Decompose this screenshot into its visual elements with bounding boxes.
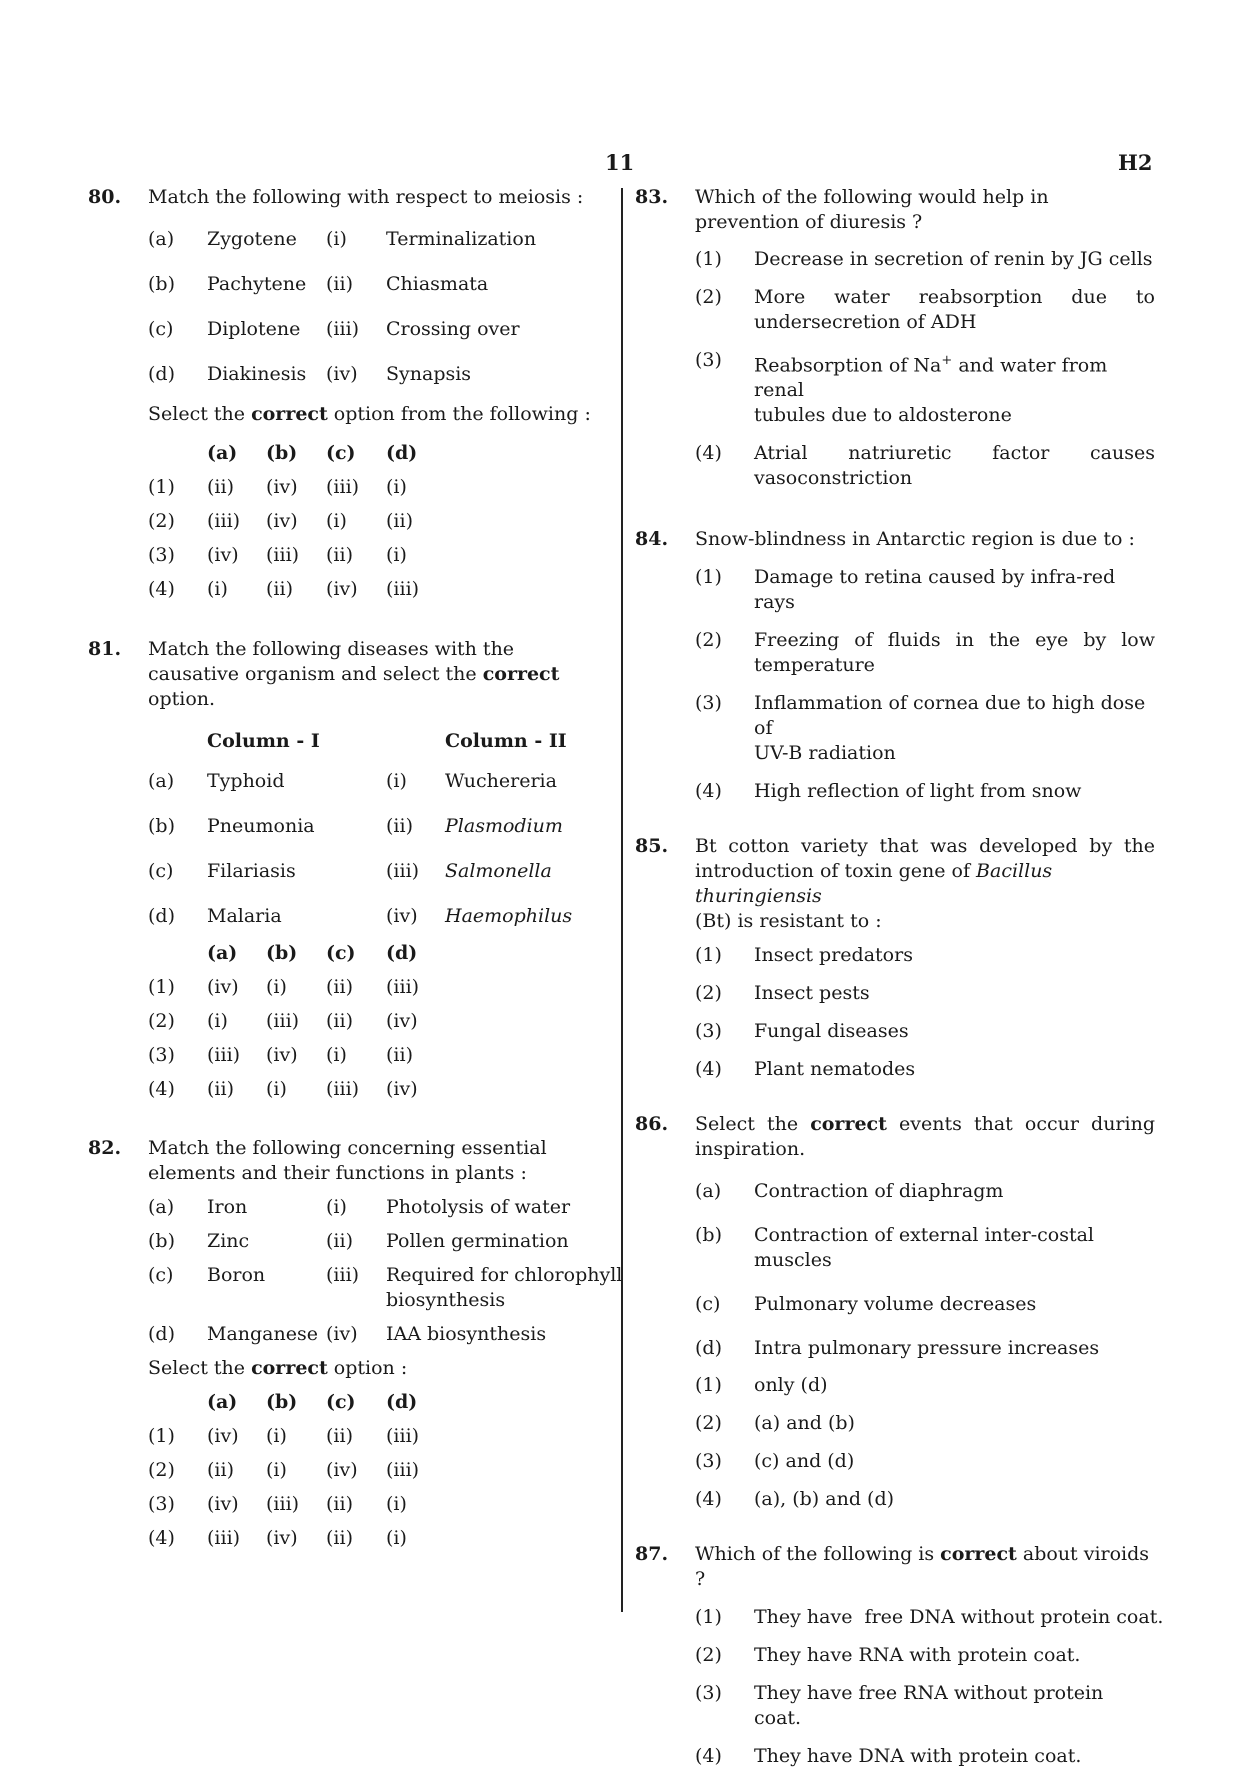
row-roman: (ii) xyxy=(386,815,413,837)
option-text: Plant nematodes xyxy=(754,1058,916,1081)
instruction-text: option : xyxy=(327,1357,408,1379)
option-text: Freezing of fluids in the eye by low xyxy=(754,629,1155,652)
species-name: Bacillus thuringiensis xyxy=(695,860,1053,908)
row-roman: (iii) xyxy=(386,860,420,882)
option-text: Atrial natriuretic factor causes xyxy=(754,442,1155,465)
option-d: (i) xyxy=(386,1493,407,1515)
instruction-text: Select the xyxy=(148,1357,252,1379)
question-number: 87. xyxy=(635,1543,669,1566)
option-b: (i) xyxy=(266,1078,287,1100)
row-roman: (ii) xyxy=(326,273,353,295)
option-d: (iii) xyxy=(386,578,420,600)
option-c: (iv) xyxy=(326,578,358,600)
option-number: (3) xyxy=(148,1493,175,1515)
option-number: (1) xyxy=(695,944,722,967)
column-1-item: Pachytene xyxy=(207,273,307,295)
option-c: (ii) xyxy=(326,1010,353,1032)
statement-label: (b) xyxy=(695,1224,722,1247)
answer-option[interactable] xyxy=(88,475,610,500)
answer-option[interactable] xyxy=(88,1077,610,1102)
option-header-row xyxy=(88,441,610,466)
option-b: (iv) xyxy=(266,1527,298,1549)
question-emphasis: correct xyxy=(810,1113,887,1136)
option-a: (iv) xyxy=(207,1493,239,1515)
question-86 xyxy=(635,1112,1155,1512)
organism: Wuchereria xyxy=(445,770,557,792)
page-number: 11 xyxy=(605,150,635,175)
question-text-part: events that occur during xyxy=(886,1113,1155,1136)
match-row xyxy=(88,362,610,387)
option-number: (4) xyxy=(695,1745,722,1768)
answer-option[interactable] xyxy=(695,1057,1155,1082)
match-row xyxy=(88,904,610,929)
question-text xyxy=(695,834,1155,934)
option-d: (iii) xyxy=(386,976,420,998)
option-number: (4) xyxy=(695,1058,722,1081)
element: Zinc xyxy=(207,1230,250,1252)
select-instruction xyxy=(88,402,610,427)
option-d: (iii) xyxy=(386,1459,420,1481)
column-2-item: Terminalization xyxy=(386,228,537,250)
answer-option[interactable] xyxy=(695,1605,1164,1630)
option-b: (iii) xyxy=(266,1493,300,1515)
option-text: They have free DNA without protein coat. xyxy=(754,1606,1164,1629)
answer-option[interactable] xyxy=(88,1043,610,1068)
statement-label: (c) xyxy=(695,1293,721,1316)
match-row xyxy=(88,317,610,342)
option-number: (2) xyxy=(695,1412,722,1435)
statement xyxy=(695,1223,1155,1273)
option-a: (i) xyxy=(207,578,228,600)
question-text: Snow-blindness in Antarctic region is due to : xyxy=(695,528,1135,551)
question-number: 82. xyxy=(88,1137,122,1159)
statement-text: Contraction of external inter-costal muscles xyxy=(754,1224,1095,1272)
option-text: Reabsorption of Na xyxy=(754,354,942,377)
option-d: (ii) xyxy=(386,1044,413,1066)
question-82 xyxy=(88,1136,623,1551)
match-row-continuation xyxy=(88,1288,610,1313)
option-number: (2) xyxy=(695,1644,722,1667)
row-label: (b) xyxy=(148,815,175,837)
header-b: (b) xyxy=(266,442,298,464)
option-b: (i) xyxy=(266,976,287,998)
answer-option[interactable] xyxy=(695,1449,1155,1474)
option-d: (i) xyxy=(386,544,407,566)
column-1-item: Diplotene xyxy=(207,318,301,340)
function: Pollen germination xyxy=(386,1230,569,1252)
question-number: 83. xyxy=(635,186,669,208)
option-d: (iv) xyxy=(386,1078,418,1100)
column-divider xyxy=(621,188,623,1612)
option-number: (4) xyxy=(148,1527,175,1549)
option-number: (3) xyxy=(148,1044,175,1066)
option-number: (2) xyxy=(148,1010,175,1032)
function: IAA biosynthesis xyxy=(386,1323,547,1345)
booklet-code: H2 xyxy=(1118,150,1153,175)
header-a: (a) xyxy=(207,1391,238,1413)
superscript-charge: + xyxy=(941,353,953,368)
question-number: 80. xyxy=(88,186,122,208)
answer-option[interactable] xyxy=(695,981,1155,1006)
row-roman: (iv) xyxy=(326,1323,358,1345)
select-instruction xyxy=(88,1356,610,1381)
element: Manganese xyxy=(207,1323,318,1345)
question-text xyxy=(148,637,610,712)
question-text: Match the following with respect to meiosis : xyxy=(148,186,584,208)
question-80 xyxy=(88,185,610,602)
option-c: (i) xyxy=(326,510,347,532)
option-text: Insect pests xyxy=(754,982,870,1005)
match-row xyxy=(88,272,610,297)
match-row xyxy=(88,1263,623,1288)
option-c: (ii) xyxy=(326,1425,353,1447)
question-number: 81. xyxy=(88,638,122,660)
element: Iron xyxy=(207,1196,248,1218)
option-a: (iv) xyxy=(207,544,239,566)
row-label: (c) xyxy=(148,318,174,340)
option-text: (a), (b) and (d) xyxy=(754,1488,895,1511)
header-d: (d) xyxy=(386,942,418,964)
question-87 xyxy=(635,1542,1164,1769)
answer-option[interactable] xyxy=(88,577,610,602)
option-d: (i) xyxy=(386,476,407,498)
option-header-row xyxy=(88,1390,610,1415)
instruction-text: Select the xyxy=(148,403,252,425)
option-text: They have free RNA without protein coat. xyxy=(754,1682,1104,1730)
option-number: (2) xyxy=(695,629,722,652)
option-number: (1) xyxy=(695,1374,722,1397)
instruction-emphasis: correct xyxy=(251,403,328,425)
row-label: (a) xyxy=(148,228,175,250)
option-number: (2) xyxy=(695,286,722,308)
option-number: (3) xyxy=(695,1682,722,1705)
option-text: Fungal diseases xyxy=(754,1020,909,1043)
answer-option[interactable] xyxy=(88,1009,610,1034)
answer-option[interactable] xyxy=(695,285,1155,335)
option-text: (a) and (b) xyxy=(754,1412,855,1435)
option-b: (iv) xyxy=(266,1044,298,1066)
option-text: They have RNA with protein coat. xyxy=(754,1644,1081,1667)
row-label: (a) xyxy=(148,770,175,792)
option-number: (2) xyxy=(148,510,175,532)
option-a: (iii) xyxy=(207,510,241,532)
answer-option[interactable] xyxy=(88,975,610,1000)
option-text: UV-B radiation xyxy=(754,742,896,765)
row-label: (a) xyxy=(148,1196,175,1218)
organism: Plasmodium xyxy=(445,815,563,837)
element: Boron xyxy=(207,1264,266,1286)
option-text: vasoconstriction xyxy=(754,467,913,490)
option-number: (1) xyxy=(695,1606,722,1629)
option-c: (i) xyxy=(326,1044,347,1066)
row-roman: (ii) xyxy=(326,1230,353,1252)
option-b: (iii) xyxy=(266,1010,300,1032)
disease: Typhoid xyxy=(207,770,285,792)
option-text: tubules due to aldosterone xyxy=(754,404,1012,427)
option-b: (iv) xyxy=(266,510,298,532)
statement-label: (a) xyxy=(695,1180,722,1203)
option-text: Inflammation of cornea due to high dose of xyxy=(754,692,1146,740)
answer-option[interactable] xyxy=(695,1411,1155,1436)
match-row xyxy=(88,227,610,252)
row-label: (b) xyxy=(148,273,175,295)
organism: Salmonella xyxy=(445,860,552,882)
header-c: (c) xyxy=(326,442,356,464)
option-b: (i) xyxy=(266,1425,287,1447)
option-text: (c) and (d) xyxy=(754,1450,855,1473)
option-a: (ii) xyxy=(207,1459,234,1481)
option-text: and water from renal xyxy=(754,354,1108,402)
option-number: (1) xyxy=(695,248,722,270)
option-number: (3) xyxy=(695,692,722,715)
question-text xyxy=(695,1542,1155,1592)
question-83 xyxy=(635,185,1155,491)
statement xyxy=(695,1336,1155,1361)
option-c: (iii) xyxy=(326,476,360,498)
option-a: (ii) xyxy=(207,476,234,498)
row-label: (c) xyxy=(148,1264,174,1286)
question-text-part: Which of the following is xyxy=(695,1543,941,1566)
option-number: (2) xyxy=(695,982,722,1005)
answer-option[interactable] xyxy=(695,1373,1155,1398)
question-text-part: Match the following diseases with the causative organism and select the xyxy=(148,638,515,685)
match-row xyxy=(88,1229,610,1254)
organism: Haemophilus xyxy=(445,905,573,927)
option-c: (ii) xyxy=(326,1527,353,1549)
option-d: (i) xyxy=(386,1527,407,1549)
answer-option[interactable] xyxy=(695,943,1155,968)
option-b: (iv) xyxy=(266,476,298,498)
disease: Malaria xyxy=(207,905,282,927)
row-label: (d) xyxy=(148,905,175,927)
option-number: (3) xyxy=(695,1020,722,1043)
answer-option[interactable] xyxy=(695,1643,1155,1668)
option-a: (ii) xyxy=(207,1078,234,1100)
option-c: (iv) xyxy=(326,1459,358,1481)
answer-option[interactable] xyxy=(88,1458,610,1483)
option-c: (ii) xyxy=(326,544,353,566)
function: Required for chlorophyll xyxy=(386,1264,623,1286)
question-text-part: option. xyxy=(148,688,216,710)
option-number: (4) xyxy=(148,578,175,600)
option-number: (1) xyxy=(148,1425,175,1447)
answer-option[interactable] xyxy=(695,247,1155,272)
option-a: (i) xyxy=(207,1010,228,1032)
answer-option[interactable] xyxy=(695,1019,1155,1044)
option-text: Insect predators xyxy=(754,944,913,967)
row-roman: (i) xyxy=(326,228,347,250)
question-text: Which of the following would help in prevention of diuresis ? xyxy=(695,186,1049,233)
disease: Filariasis xyxy=(207,860,296,882)
option-number: (3) xyxy=(148,544,175,566)
question-emphasis: correct xyxy=(482,663,560,685)
answer-option[interactable] xyxy=(88,1526,610,1551)
statement xyxy=(695,1179,1155,1204)
header-b: (b) xyxy=(266,942,298,964)
match-row xyxy=(88,769,610,794)
question-number: 86. xyxy=(635,1113,669,1136)
column-1-item: Diakinesis xyxy=(207,363,307,385)
question-number: 84. xyxy=(635,528,669,551)
answer-option[interactable] xyxy=(695,691,1155,766)
answer-option[interactable] xyxy=(695,565,1155,615)
answer-option[interactable] xyxy=(695,1487,1155,1512)
row-roman: (iii) xyxy=(326,318,360,340)
row-label: (c) xyxy=(148,860,174,882)
column-2-item: Chiasmata xyxy=(386,273,489,295)
option-d: (ii) xyxy=(386,510,413,532)
option-a: (iv) xyxy=(207,1425,239,1447)
header-c: (c) xyxy=(326,1391,356,1413)
answer-option[interactable] xyxy=(695,348,1155,428)
row-label: (b) xyxy=(148,1230,175,1252)
option-text: More water reabsorption due to xyxy=(754,286,1155,308)
statement-text: Pulmonary volume decreases xyxy=(754,1293,1037,1316)
answer-option[interactable] xyxy=(88,509,610,534)
header-d: (d) xyxy=(386,442,418,464)
option-text: Damage to retina caused by infra-red rays xyxy=(754,566,1116,614)
answer-option[interactable] xyxy=(88,543,610,568)
row-roman: (iii) xyxy=(326,1264,360,1286)
function: biosynthesis xyxy=(386,1289,506,1311)
column-1-header: Column - I xyxy=(207,730,320,752)
match-row xyxy=(88,814,610,839)
question-text-part: Select the xyxy=(695,1113,811,1136)
question-text-line: Bt cotton variety that was developed by the xyxy=(695,835,1155,858)
option-number: (4) xyxy=(695,1488,722,1511)
option-text: High reflection of light from snow xyxy=(754,780,1082,803)
option-number: (2) xyxy=(148,1459,175,1481)
row-roman: (iv) xyxy=(386,905,418,927)
question-text xyxy=(695,1112,1155,1162)
option-b: (ii) xyxy=(266,578,293,600)
answer-option[interactable] xyxy=(695,779,1155,804)
question-text-part: about viroids ? xyxy=(695,1543,1150,1591)
header-b: (b) xyxy=(266,1391,298,1413)
row-roman: (iv) xyxy=(326,363,358,385)
row-roman: (i) xyxy=(326,1196,347,1218)
row-roman: (i) xyxy=(386,770,407,792)
answer-option[interactable] xyxy=(88,1492,610,1517)
option-a: (iii) xyxy=(207,1527,241,1549)
question-emphasis: correct xyxy=(940,1543,1017,1566)
option-b: (i) xyxy=(266,1459,287,1481)
statement-text: Contraction of diaphragm xyxy=(754,1180,1004,1203)
question-84 xyxy=(635,527,1155,804)
row-label: (d) xyxy=(148,363,175,385)
option-number: (3) xyxy=(695,349,722,371)
answer-option[interactable] xyxy=(695,1681,1155,1731)
option-text: only (d) xyxy=(754,1374,828,1397)
question-text-line: (Bt) is resistant to : xyxy=(695,910,882,933)
column-1-item: Zygotene xyxy=(207,228,297,250)
statement-label: (d) xyxy=(695,1337,722,1360)
answer-option[interactable] xyxy=(88,1424,610,1449)
header-d: (d) xyxy=(386,1391,418,1413)
option-number: (1) xyxy=(148,476,175,498)
answer-option[interactable] xyxy=(695,441,1155,491)
question-85 xyxy=(635,834,1155,1082)
instruction-text: option from the following : xyxy=(327,403,591,425)
option-text: Decrease in secretion of renin by JG cells xyxy=(754,248,1153,270)
option-a: (iv) xyxy=(207,976,239,998)
header-c: (c) xyxy=(326,942,356,964)
question-number: 85. xyxy=(635,835,669,858)
option-number: (1) xyxy=(695,566,722,589)
question-text: Match the following concerning essential elements and their functions in plants : xyxy=(148,1137,547,1184)
header-a: (a) xyxy=(207,942,238,964)
left-column xyxy=(88,185,623,1551)
header-a: (a) xyxy=(207,442,238,464)
column-headers xyxy=(88,729,610,754)
match-row xyxy=(88,1195,610,1220)
statement xyxy=(695,1292,1155,1317)
column-2-header: Column - II xyxy=(445,730,567,752)
option-b: (iii) xyxy=(266,544,300,566)
option-c: (iii) xyxy=(326,1078,360,1100)
row-label: (d) xyxy=(148,1323,175,1345)
option-number: (4) xyxy=(695,442,722,465)
match-row xyxy=(88,1322,610,1347)
option-a: (iii) xyxy=(207,1044,241,1066)
disease: Pneumonia xyxy=(207,815,315,837)
instruction-emphasis: correct xyxy=(251,1357,328,1379)
option-number: (4) xyxy=(148,1078,175,1100)
option-c: (ii) xyxy=(326,1493,353,1515)
column-2-item: Crossing over xyxy=(386,318,520,340)
option-text: They have DNA with protein coat. xyxy=(754,1745,1082,1768)
option-c: (ii) xyxy=(326,976,353,998)
option-number: (4) xyxy=(695,780,722,803)
right-column xyxy=(635,185,1164,1769)
option-header-row xyxy=(88,941,610,966)
option-d: (iii) xyxy=(386,1425,420,1447)
option-number: (3) xyxy=(695,1450,722,1473)
column-2-item: Synapsis xyxy=(386,363,472,385)
option-text: undersecretion of ADH xyxy=(754,311,977,333)
question-text-line: inspiration. xyxy=(695,1138,806,1161)
answer-option[interactable] xyxy=(695,1744,1155,1769)
question-81 xyxy=(88,637,610,1102)
match-row xyxy=(88,859,610,884)
option-d: (iv) xyxy=(386,1010,418,1032)
statement-text: Intra pulmonary pressure increases xyxy=(754,1337,1100,1360)
option-text: temperature xyxy=(754,654,875,677)
function: Photolysis of water xyxy=(386,1196,571,1218)
answer-option[interactable] xyxy=(695,628,1155,678)
question-text-part: introduction of toxin gene of xyxy=(695,860,977,883)
option-number: (1) xyxy=(148,976,175,998)
